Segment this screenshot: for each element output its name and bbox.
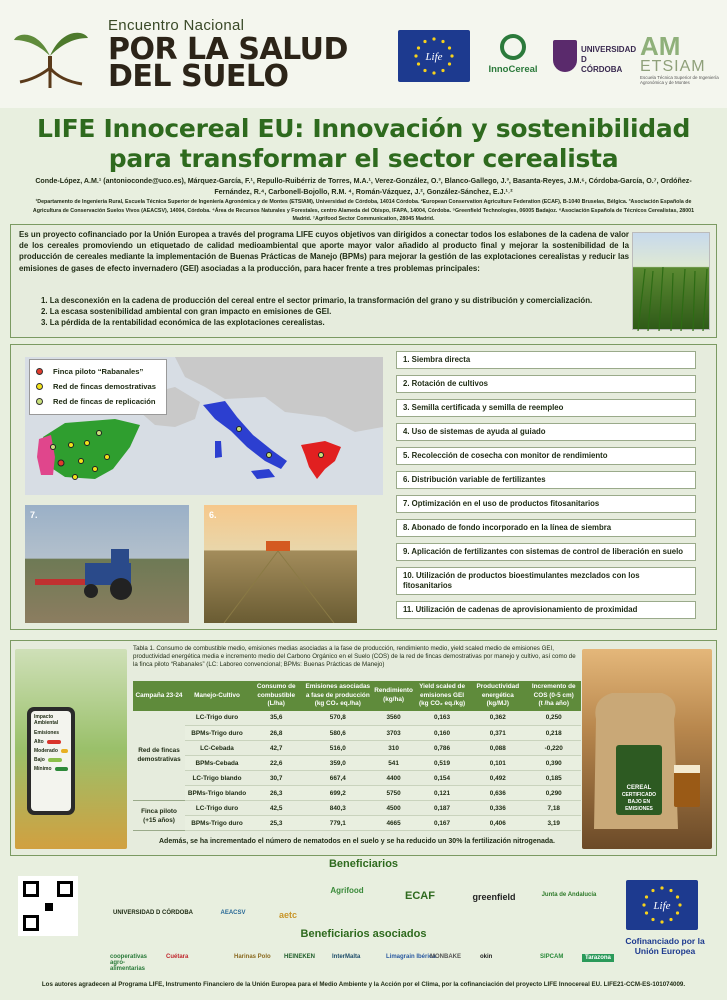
value-cell: 840,3 <box>303 801 372 816</box>
uco-label-3: CÓRDOBA <box>581 65 623 74</box>
photo-number: 7. <box>30 510 38 520</box>
table-caption: Tabla 1. Consumo de combustible medio, emisiones medias asociadas a la fase de producción, rendimiento medio, yield scaled medio de emisiones GEI, productividad energética media e incremento medio del Carbono Orgánico en el Suelo (COS) de la red de fincas demostrativas por manejo y cultivo, así como de la finca piloto “Rabanales” (LC: Laboreo convencional; BPMs: Buenas Prácticas de Manejo) <box>133 645 576 668</box>
practice-item: 6. Distribución variable de fertilizantes <box>396 471 696 489</box>
value-cell: 5750 <box>372 786 415 801</box>
value-cell: 0,088 <box>469 741 526 756</box>
monbake-logo: MONBAKE <box>430 954 461 960</box>
affiliations: ¹Departamento de Ingeniería Rural, Escuela Técnica Superior de Ingeniería Agronómica y de Montes (ETSIAM), Universidad de Córdoba, 14014 Córdoba. ²European Conservation Agriculture Federation (ECAF), B-1040 Bruselas, Bélgica. ³Asociación Española de Agricultura de Conservación Suelos Vivos (AEACSV), 14004, Córdoba. ⁴Área de Recursos Naturales y Forestales, centro Alameda del Obispo, IFAPA, 14004, Córdoba. ⁵Greenfield Technologies, 06005 Badajoz. ⁶Asociación Española de Técnicos Cerealistas, 28001 Madrid. ⁷Agrifood Sector Communication, 28045 Madrid. <box>32 199 695 222</box>
aeacsv-logo: AEACSV <box>220 910 246 916</box>
qr-code[interactable] <box>18 876 78 936</box>
level-label: Moderado <box>34 748 58 754</box>
etsiam-label: ETSIAM <box>640 58 706 75</box>
greenfield-logo: greenfield <box>472 892 516 902</box>
header-fuel-unit: (L/ha) <box>267 700 285 707</box>
phone-icon <box>27 707 75 815</box>
life-text: Life <box>425 51 443 63</box>
results-section <box>10 640 717 856</box>
value-cell: 0,121 <box>415 786 469 801</box>
legend-pilot <box>36 364 160 379</box>
value-cell: 580,6 <box>303 726 372 741</box>
intro-box <box>10 224 717 338</box>
header-emissions-label: Emisiones asociadas a fase de producción <box>305 683 371 699</box>
aetc-logo: aetc <box>278 910 297 920</box>
qr-module <box>45 903 53 911</box>
value-cell: 4500 <box>372 801 415 816</box>
replication-point <box>319 453 324 458</box>
management-cell: BPMs-Cebada <box>185 756 249 771</box>
value-cell: -0,220 <box>526 741 581 756</box>
value-cell: 0,163 <box>415 711 469 726</box>
value-cell: 0,185 <box>526 771 581 786</box>
phone-sub: Emisiones <box>34 730 60 736</box>
table-row <box>133 801 581 816</box>
label-line2: CERTIFICADO <box>621 792 657 798</box>
label-line3: BAJO EN <box>627 799 651 805</box>
header-yield-scaled <box>415 681 469 711</box>
life-text: Life <box>653 900 671 912</box>
sipcam-logo: SIPCAM <box>540 954 564 960</box>
header-emissions-unit: (kg CO₂ eq./ha) <box>314 700 361 707</box>
value-cell: 0,492 <box>469 771 526 786</box>
uco-label-2: D <box>581 55 587 64</box>
value-cell: 359,0 <box>303 756 372 771</box>
header-fuel-label: Consumo de combustible <box>256 683 296 699</box>
value-cell: 667,4 <box>303 771 372 786</box>
harinas-polo-logo: Harinas Polo <box>234 954 271 960</box>
coop-logo: cooperativas agro-alimentarias <box>110 954 148 972</box>
problem-item: 2. La escasa sostenibilidad ambiental con gran impacto en emisiones de GEI. <box>41 307 332 317</box>
value-cell: 310 <box>372 741 415 756</box>
innocereal-icon <box>500 34 526 60</box>
level-bar <box>61 749 68 753</box>
problem-list <box>41 295 626 329</box>
etsiam-sub: Escuela Técnica Superior de Ingeniería Agronómica y de Montes <box>640 75 719 85</box>
value-cell: 35,6 <box>249 711 303 726</box>
level-label: Alto <box>34 739 44 745</box>
header-yield-scaled-unit: (kg CO₂ eq./kg) <box>418 700 466 707</box>
innocereal-logo <box>482 34 544 86</box>
replication-point <box>237 427 242 432</box>
value-cell: 0,290 <box>526 786 581 801</box>
pilot-dot-icon <box>36 368 43 375</box>
okin-logo: okin <box>480 954 493 960</box>
results-table <box>133 681 581 831</box>
qr-corner <box>23 881 39 897</box>
table-row <box>133 711 581 726</box>
value-cell: 4400 <box>372 771 415 786</box>
value-cell: 0,336 <box>469 801 526 816</box>
value-cell: 779,1 <box>303 816 372 831</box>
demo-point <box>69 443 74 448</box>
wheat-field-photo <box>632 232 710 330</box>
intermalta-logo: InterMalta <box>332 954 361 960</box>
group-cell: Finca piloto (+15 años) <box>133 801 185 831</box>
practice-item: 4. Uso de sistemas de ayuda al guiado <box>396 423 696 441</box>
value-cell: 42,7 <box>249 741 303 756</box>
phone-title: Impacto Ambiental <box>34 714 59 726</box>
legend-demo-label: Red de fincas demostrativas <box>53 382 156 391</box>
repl-dot-icon <box>36 398 43 405</box>
practice-item: 3. Semilla certificada y semilla de reempleo <box>396 399 696 417</box>
innocereal-label: InnoCereal <box>488 64 538 75</box>
table-row <box>133 726 581 741</box>
management-cell: LC-Trigo blando <box>185 771 249 786</box>
eu-stars-icon <box>398 30 470 82</box>
level-label: Mínimo <box>34 766 52 772</box>
machine-icon <box>204 505 357 623</box>
table-row <box>133 816 581 831</box>
eu-stars-icon <box>626 880 698 930</box>
associated-title: Beneficiarios asociados <box>300 928 427 940</box>
demo-point <box>73 475 78 480</box>
cereal-bag-icon <box>582 649 712 849</box>
demo-point <box>93 467 98 472</box>
legend-demo <box>36 379 160 394</box>
value-cell: 516,0 <box>303 741 372 756</box>
label-line4: EMISIONES <box>625 806 653 812</box>
level-row <box>34 739 68 745</box>
header-productivity <box>469 681 526 711</box>
photo-number: 6. <box>209 510 217 520</box>
value-cell: 0,187 <box>415 801 469 816</box>
etsiam-am: AM <box>640 31 681 61</box>
value-cell: 0,101 <box>469 756 526 771</box>
value-cell: 42,5 <box>249 801 303 816</box>
management-cell: LC-Cebada <box>185 741 249 756</box>
value-cell: 0,786 <box>415 741 469 756</box>
practice-item: 5. Recolección de cosecha con monitor de rendimiento <box>396 447 696 465</box>
header-yield-unit: (kg/ha) <box>383 695 405 703</box>
wheat-stalks-icon <box>633 233 711 331</box>
value-cell: 26,3 <box>249 786 303 801</box>
value-cell: 3,19 <box>526 816 581 831</box>
level-label: Bajo <box>34 757 45 763</box>
value-cell: 3703 <box>372 726 415 741</box>
legend-repl-label: Red de fincas de replicación <box>53 397 156 406</box>
poster-title <box>30 114 697 174</box>
value-cell: 0,406 <box>469 816 526 831</box>
management-cell: BPMs-Trigo blando <box>185 786 249 801</box>
europe-map <box>25 357 383 495</box>
cuetara-logo: Cuétara <box>166 954 189 960</box>
level-bar <box>48 758 62 762</box>
management-cell: BPMs-Trigo duro <box>185 816 249 831</box>
replication-point <box>267 453 272 458</box>
level-bar <box>47 740 61 744</box>
value-cell: 0,218 <box>526 726 581 741</box>
tractor-photo <box>25 505 189 623</box>
pilot-point <box>58 460 64 466</box>
value-cell: 570,8 <box>303 711 372 726</box>
table-body <box>133 711 581 831</box>
phone-screen <box>31 711 71 811</box>
practices-section <box>10 344 717 630</box>
management-cell: BPMs-Trigo duro <box>185 726 249 741</box>
level-row <box>34 757 68 763</box>
demo-point <box>105 455 110 460</box>
value-cell: 0,362 <box>469 711 526 726</box>
ecaf-logo: ECAF <box>405 890 435 902</box>
header-yield-scaled-label: Yield scaled de emisiones GEI <box>419 683 466 699</box>
value-cell: 26,8 <box>249 726 303 741</box>
practice-item: 1. Siembra directa <box>396 351 696 369</box>
associated-logos <box>110 950 620 970</box>
group-cell: Red de fincas demostrativas <box>133 711 185 801</box>
value-cell: 7,18 <box>526 801 581 816</box>
sowing-photo <box>204 505 357 623</box>
qr-corner <box>57 881 73 897</box>
event-title-line1: POR LA SALUD <box>108 32 348 67</box>
header-campaign: Campaña 23-24 <box>133 681 185 711</box>
header-productivity-unit: (kg/MJ) <box>486 700 509 707</box>
header-cos <box>526 681 581 711</box>
practice-item: 9. Aplicación de fertilizantes con sistemas de control de liberación en suelo <box>396 543 696 561</box>
heineken-logo: HEINEKEN <box>284 954 316 960</box>
certified-cereal-illustration <box>582 649 712 849</box>
legend-pilot-label: Finca piloto “Rabanales” <box>53 367 144 376</box>
event-subtitle: Encuentro Nacional <box>108 17 245 34</box>
header-cos-unit: (t /ha año) <box>538 700 569 707</box>
header-productivity-label: Productividad energética <box>476 683 520 699</box>
value-cell: 0,519 <box>415 756 469 771</box>
tree-sprout-icon <box>10 10 90 90</box>
header-management: Manejo-Cultivo <box>185 681 249 711</box>
legend-repl <box>36 394 160 409</box>
table-row <box>133 771 581 786</box>
header-fuel <box>249 681 303 711</box>
demo-point <box>85 441 90 446</box>
replication-point <box>51 445 56 450</box>
demo-point <box>79 459 84 464</box>
problem-item: 1. La desconexión en la cadena de producción del cereal entre el sector primario, la transformación del grano y su distribución y comercialización. <box>41 296 593 305</box>
replication-point <box>97 431 102 436</box>
eu-life-logo-footer <box>626 880 698 930</box>
header-emissions <box>303 681 372 711</box>
uco-label-1: UNIVERSIDAD <box>581 45 637 54</box>
level-row <box>34 766 68 772</box>
value-cell: 0,154 <box>415 771 469 786</box>
junta-logo: Junta de Andalucía <box>541 892 597 898</box>
practice-item: 10. Utilización de productos bioestimulantes mezclados con los fitosanitarios <box>396 567 696 595</box>
etsiam-logo <box>640 31 720 89</box>
cofinanced-label: Cofinanciado por la Unión Europea <box>625 936 705 956</box>
uco-logo <box>553 40 637 80</box>
header-yield-label: Rendimiento <box>374 687 413 695</box>
tractor-icon <box>25 505 189 623</box>
agrifood-logo: Agrifood <box>330 886 364 895</box>
table-row <box>133 741 581 756</box>
value-cell: 0,390 <box>526 756 581 771</box>
header-cos-label: Incremento de COS (0-5 cm) <box>531 683 576 699</box>
beneficiaries-title: Beneficiarios <box>328 858 399 870</box>
practice-item: 7. Optimización en el uso de productos fitosanitarios <box>396 495 696 513</box>
event-title-line2: DEL SUELO <box>108 59 289 94</box>
value-cell: 22,6 <box>249 756 303 771</box>
eu-life-logo <box>398 30 470 82</box>
practices-list <box>396 351 708 625</box>
table-header-row <box>133 681 581 711</box>
value-cell: 0,160 <box>415 726 469 741</box>
header-yield <box>372 681 415 711</box>
value-cell: 25,3 <box>249 816 303 831</box>
value-cell: 699,2 <box>303 786 372 801</box>
uco-logo-small: UNIVERSIDAD D CÓRDOBA <box>112 910 193 916</box>
value-cell: 0,250 <box>526 711 581 726</box>
poster-title-line1: LIFE Innocereal EU: Innovación y sostenibilidad <box>36 114 691 143</box>
value-cell: 0,371 <box>469 726 526 741</box>
limagrain-logo: Limagrain Ibérica <box>386 954 436 960</box>
beneficiary-logos <box>100 872 610 922</box>
acknowledgement: Los autores agradecen al Programa LIFE, Instrumento Financiero de la Unión Europea para el Medio Ambiente y la Acción por el Clima, por la cofinanciación del proyecto LIFE Innocereal EU. LIFE21-CCM-ES-101074009. <box>41 981 686 988</box>
demo-dot-icon <box>36 383 43 390</box>
level-row <box>34 748 68 754</box>
value-cell: 541 <box>372 756 415 771</box>
authors: Conde-López, A.M.¹ (antonioconde@uco.es), Márquez-García, F.¹, Repullo-Ruibérriz de Torres, M.A.¹, Verez-González, O.³, Blanco-Gallego, J.³, Basanta-Reyes, J.M.⁶, Córdoba-García, O.⁷, Ordóñez-Fernández, R.⁴, Carbonell-Bojollo, R.M. ⁴, Román-Vázquez, J.², González-Sánchez, E.J.¹˒² <box>35 177 692 196</box>
management-cell: LC-Trigo duro <box>185 711 249 726</box>
level-bar <box>55 767 69 771</box>
poster-title-line2: para transformar el sector cerealista <box>108 144 619 173</box>
value-cell: 3560 <box>372 711 415 726</box>
tarazona-logo: Tarazona <box>582 954 614 962</box>
problem-item: 3. La pérdida de la rentabilidad económica de las explotaciones cerealistas. <box>41 318 325 328</box>
uco-label <box>581 45 636 75</box>
practice-item: 11. Utilización de cadenas de aprovisionamiento de proximidad <box>396 601 696 619</box>
uco-shield-icon <box>553 40 577 72</box>
practice-item: 2. Rotación de cultivos <box>396 375 696 393</box>
table-note: Además, se ha incrementado el número de nematodos en el suelo y se ha reducido un 30% la fertilización nitrogenada. <box>159 838 555 845</box>
sardinia-area <box>215 441 222 458</box>
table-row <box>133 756 581 771</box>
intro-text: Es un proyecto cofinanciado por la Unión Europea a través del programa LIFE cuyos objetivos van dirigidos a conectar todos los eslabones de la cadena de valor de los cereales promoviendo un etiquetado de calidad medioambiental que aporte mayor valor añadido al producto final y mejorar la sostenibilidad de la producción de cereales mediante la implementación de Buenas Prácticas de Manejo (BPMs) para mejorar la gestión de las explotaciones cerealistas y reducir las emisiones de gases de efecto invernadero (GEI) asociadas a la producción, para hacer frente a tres problemas principales: <box>19 230 629 273</box>
event-title <box>108 32 348 94</box>
label-line1: CEREAL <box>626 785 652 791</box>
value-cell: 0,636 <box>469 786 526 801</box>
value-cell: 0,167 <box>415 816 469 831</box>
phone-impact-illustration <box>15 649 127 849</box>
practice-item: 8. Abonado de fondo incorporado en la línea de siembra <box>396 519 696 537</box>
map-legend <box>29 359 167 415</box>
management-cell: LC-Trigo duro <box>185 801 249 816</box>
value-cell: 30,7 <box>249 771 303 786</box>
table-row <box>133 786 581 801</box>
value-cell: 4665 <box>372 816 415 831</box>
